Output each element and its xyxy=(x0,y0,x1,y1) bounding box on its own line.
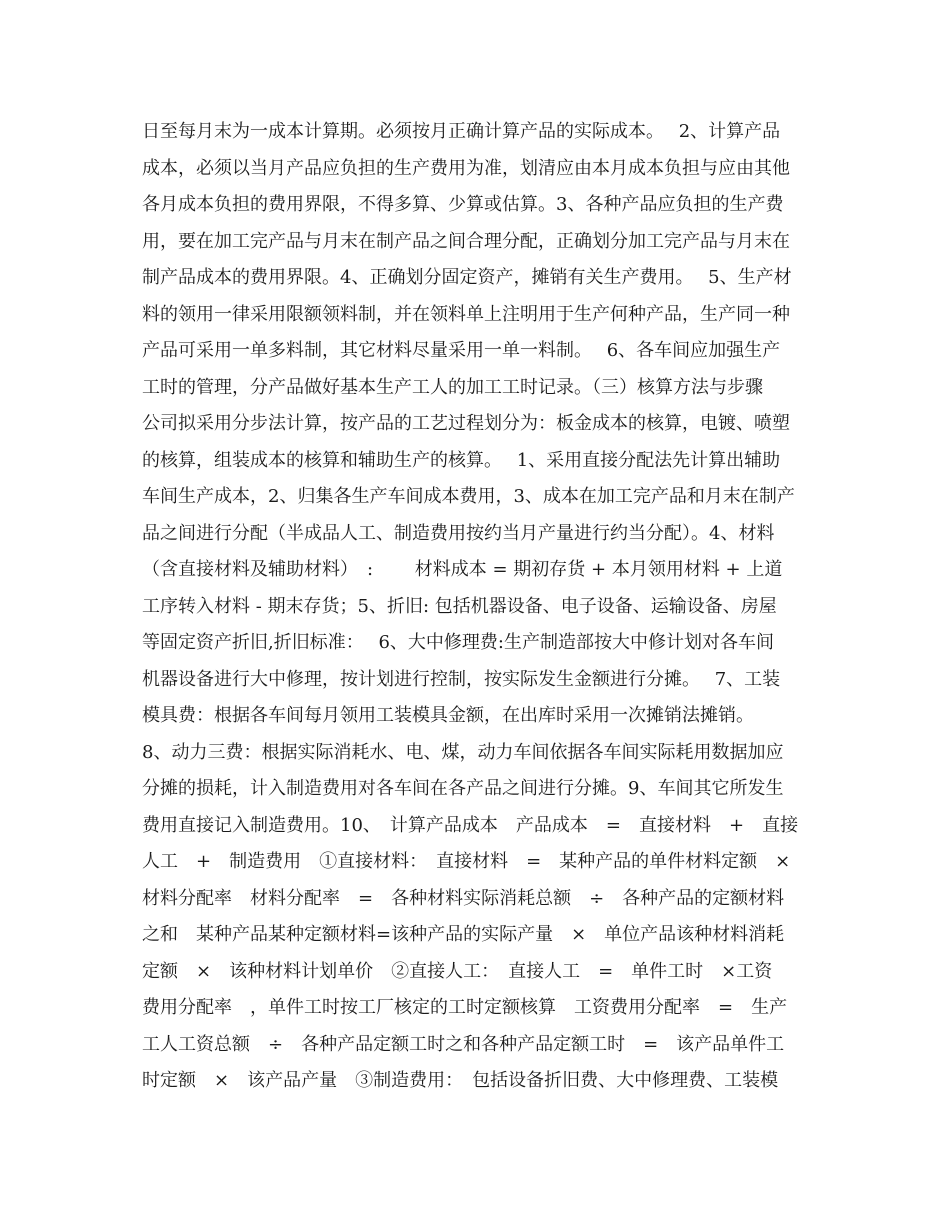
text-line: 工序转入材料 - 期末存货；5、折旧: 包括机器设备、电子设备、运输设备、房屋 xyxy=(142,595,777,617)
text-line: 制产品成本的费用界限。4、正确划分固定资产，摊销有关生产费用。 5、生产材 xyxy=(142,267,792,288)
text-line: 工人工资总额 ÷ 各种产品定额工时之和各种产品定额工时 = 该产品单件工 xyxy=(142,1033,785,1055)
body-text xyxy=(142,114,812,1100)
text-line: 工时的管理，分产品做好基本生产工人的加工工时记录。（三）核算方法与步骤 xyxy=(142,376,763,398)
text-line: 公司拟采用分步法计算，按产品的工艺过程划分为：板金成本的核算，电镀、喷塑 xyxy=(142,413,790,434)
text-line: 成本，必须以当月产品应负担的生产费用为准，划清应由本月成本负担与应由其他 xyxy=(142,157,790,179)
text-line: 产品可采用一单多料制，其它材料尽量采用一单一料制。 6、各车间应加强生产 xyxy=(142,340,781,361)
text-line: 人工 + 制造费用 ①直接材料： 直接材料 = 某种产品的单件材料定额 × xyxy=(142,851,791,872)
text-line: 日至每月末为一成本计算期。必须按月正确计算产品的实际成本。 2、计算产品 xyxy=(142,121,781,142)
text-line: 车间生产成本，2、归集各生产车间成本费用，3、成本在加工完产品和月末在制产 xyxy=(142,486,795,507)
text-line: 时定额 × 该产品产量 ③制造费用： 包括设备折旧费、大中修理费、工装模 xyxy=(142,1070,779,1091)
text-line: （含直接材料及辅助材料） : 材料成本 = 期初存货 + 本月领用材料 + 上道 xyxy=(142,559,783,580)
text-line: 费用分配率 ，单件工时按工厂核定的工时定额核算 工资费用分配率 = 生产 xyxy=(142,997,788,1018)
text-line: 8、动力三费：根据实际消耗水、电、煤，动力车间依据各车间实际耗用数据加应 xyxy=(142,741,784,763)
text-line: 等固定资产折旧,折旧标准： 6、大中修理费:生产制造部按大中修计划对各车间 xyxy=(142,632,774,653)
text-line: 各月成本负担的费用界限，不得多算、少算或估算。3、各种产品应负担的生产费 xyxy=(142,194,784,215)
text-line: 用，要在加工完产品与月末在制产品之间合理分配，正确划分加工完产品与月末在 xyxy=(142,230,790,252)
text-line: 品之间进行分配（半成品人工、制造费用按约当月产量进行约当分配）。4、材料 xyxy=(142,522,775,544)
text-line: 机器设备进行大中修理，按计划进行控制，按实际发生金额进行分摊。 7、工装 xyxy=(142,668,781,690)
text-line: 之和 某种产品某种定额材料=该种产品的实际产量 × 单位产品该种材料消耗 xyxy=(142,924,785,945)
text-line: 费用直接记入制造费用。10、 计算产品成本 产品成本 = 直接材料 + 直接 xyxy=(142,814,799,836)
text-line: 定额 × 该种材料计划单价 ②直接人工： 直接人工 = 单件工时 ×工资 xyxy=(142,960,773,982)
text-line: 的核算，组装成本的核算和辅助生产的核算。 1、采用直接分配法先计算出辅助 xyxy=(142,449,781,471)
text-line: 材料分配率 材料分配率 = 各种材料实际消耗总额 ÷ 各种产品的定额材料 xyxy=(142,887,785,909)
text-line: 料的领用一律采用限额领料制，并在领料单上注明用于生产何种产品，生产同一种 xyxy=(142,303,790,325)
text-line: 模具费：根据各车间每月领用工装模具金额，在出库时采用一次摊销法摊销。 xyxy=(142,705,754,726)
text-line: 分摊的损耗，计入制造费用对各车间在各产品之间进行分摊。9、车间其它所发生 xyxy=(142,778,784,799)
